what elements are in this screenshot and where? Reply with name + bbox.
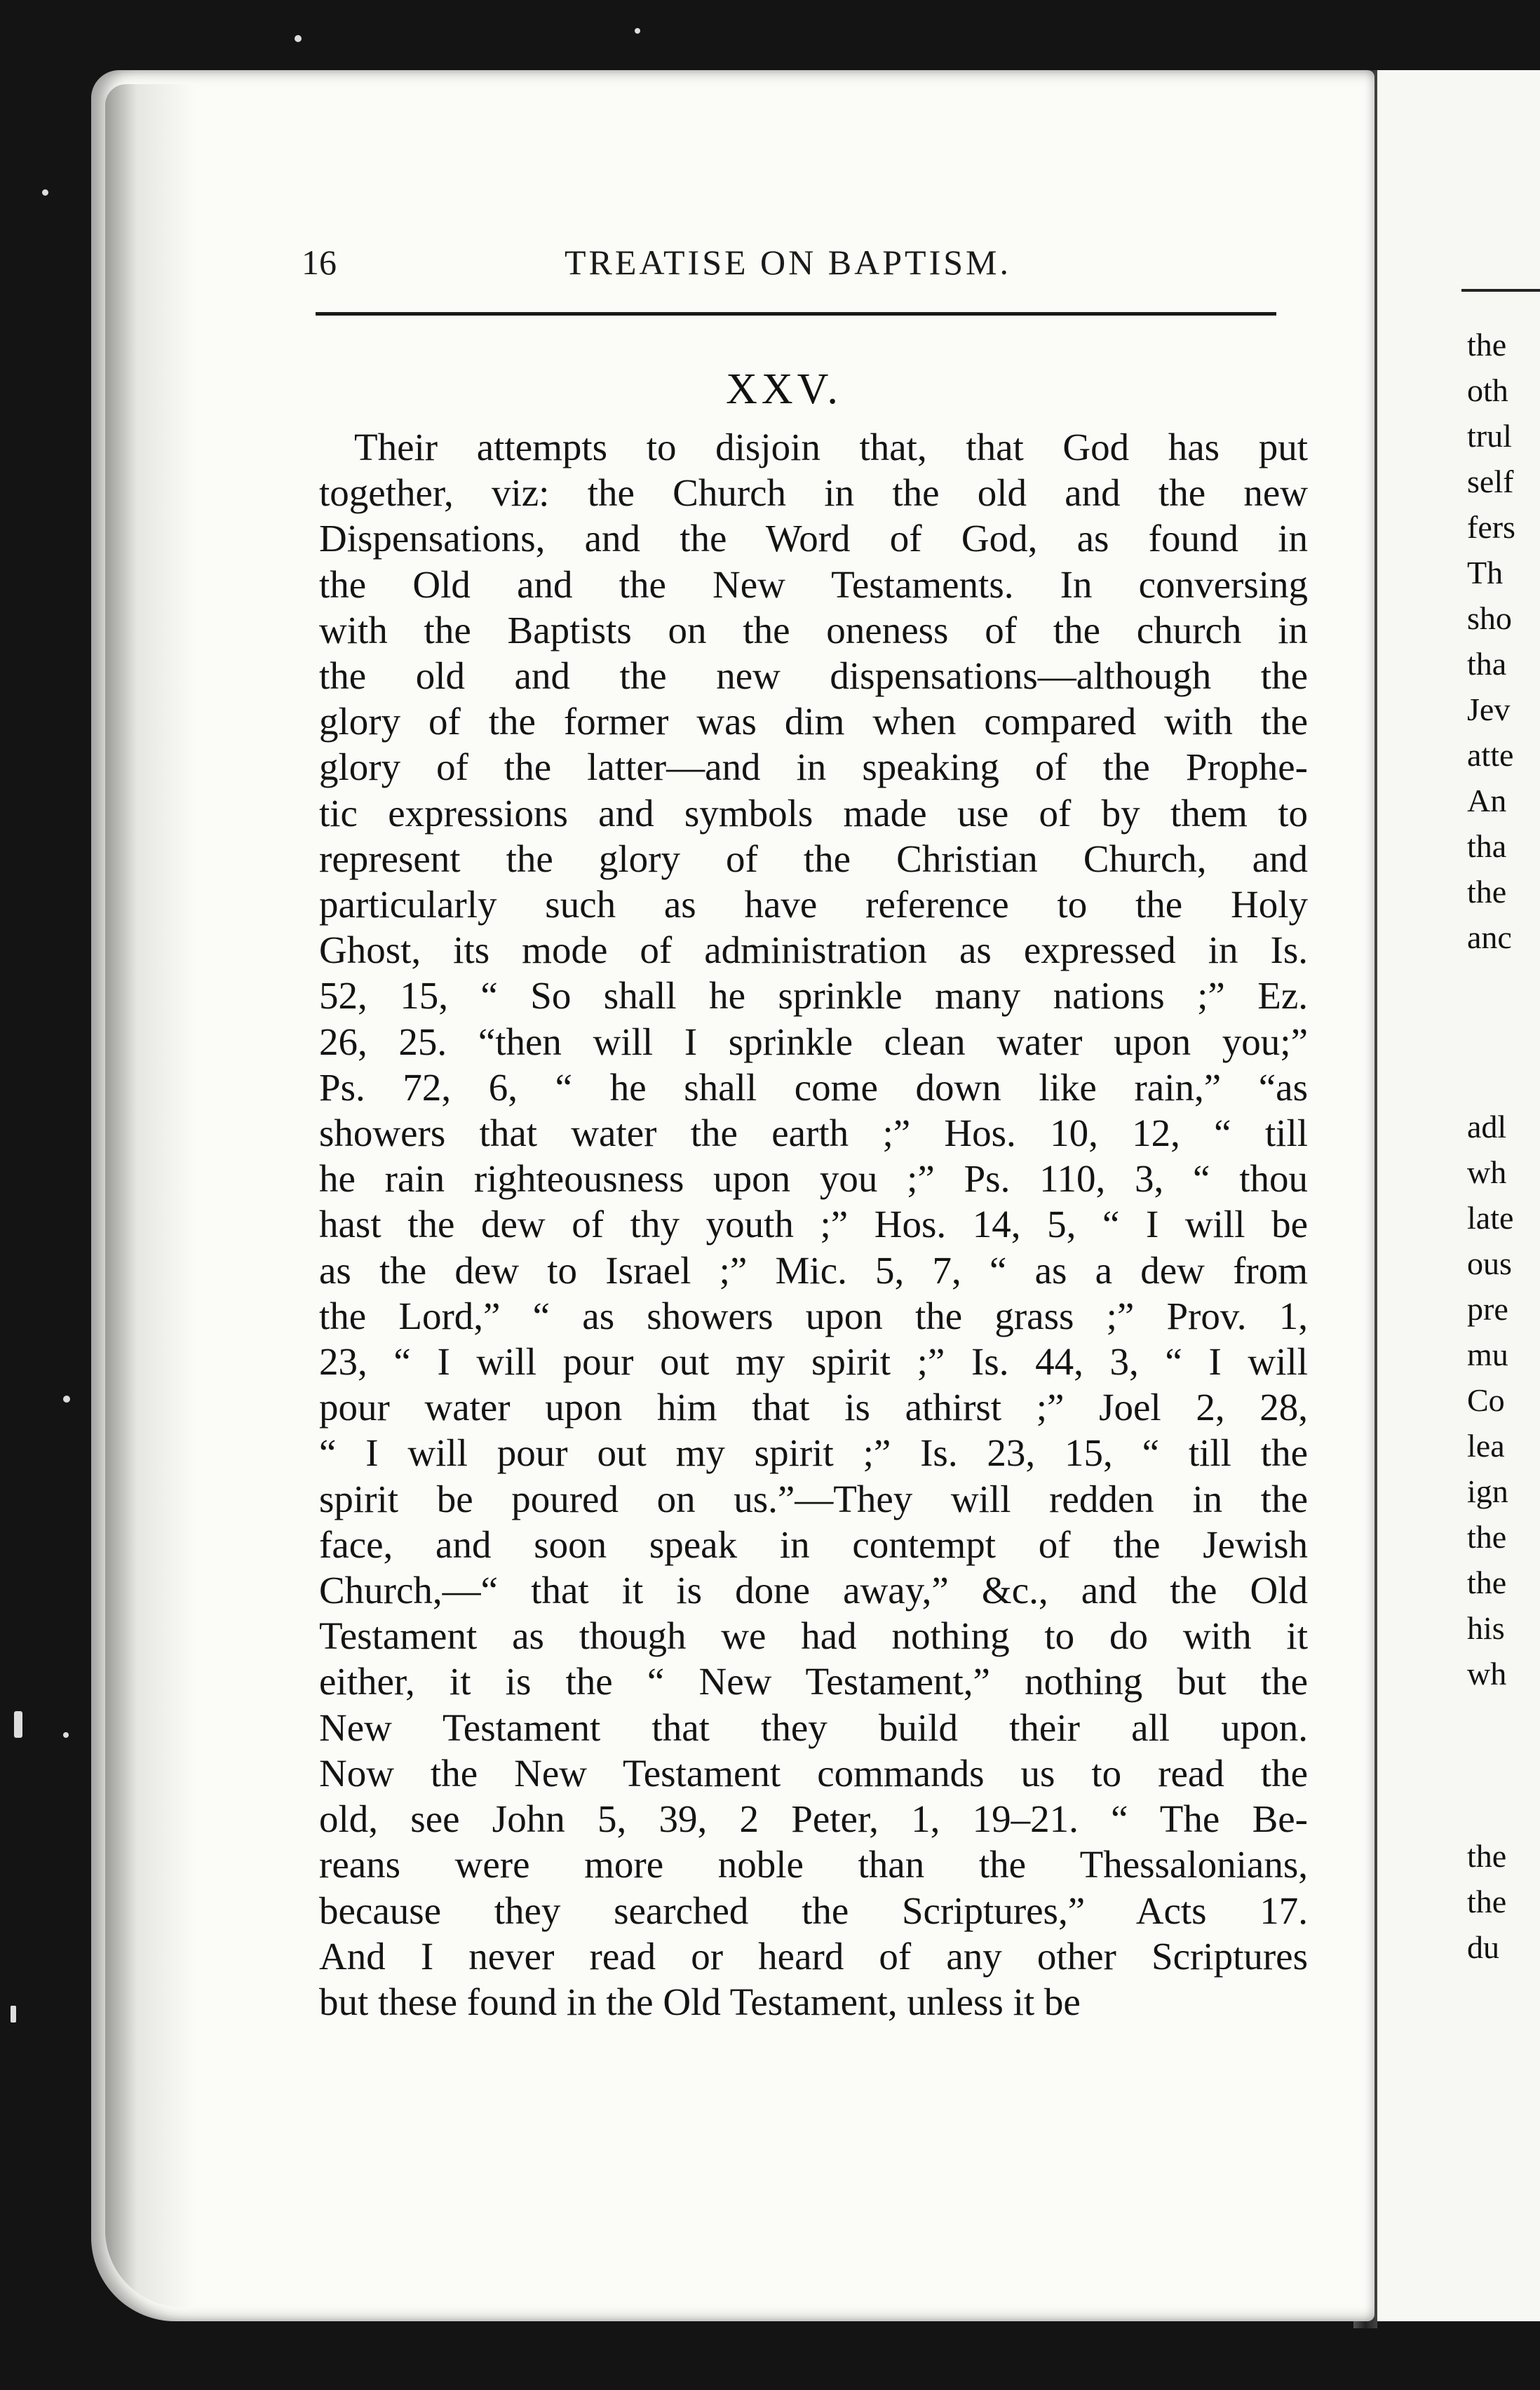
- facing-page-word-fragment: self: [1467, 464, 1514, 499]
- text-line: And I never read or heard of any other Scriptures: [319, 1934, 1308, 1978]
- facing-page-word-fragment: sho: [1467, 600, 1512, 636]
- facing-page-word-fragment: Jev: [1467, 691, 1511, 727]
- text-line: he rain righteousness upon you ;” Ps. 110, 3, “ thou: [319, 1157, 1308, 1201]
- facing-page-word-fragment: oth: [1467, 372, 1508, 408]
- page-number: 16: [302, 243, 337, 282]
- text-line: glory of the former was dim when compared with the: [319, 700, 1308, 743]
- text-line: because they searched the Scriptures,” Acts 17.: [319, 1889, 1308, 1932]
- facing-page-word-fragment: wh: [1467, 1154, 1507, 1190]
- facing-page-word-fragment: tha: [1467, 646, 1507, 682]
- text-line: 52, 15, “ So shall he sprinkle many nations ;” Ez.: [319, 974, 1308, 1018]
- facing-page-word-fragment: fers: [1467, 509, 1515, 545]
- facing-page-word-fragment: the: [1467, 874, 1507, 910]
- facing-page-word-fragment: atte: [1467, 737, 1514, 773]
- text-line: together, viz: the Church in the old and the new: [319, 471, 1308, 515]
- facing-page-word-fragment: the: [1467, 327, 1507, 363]
- facing-page-word-fragment: ign: [1467, 1473, 1508, 1509]
- facing-page-word-fragment: ous: [1467, 1245, 1512, 1281]
- facing-page-word-fragment: Co: [1467, 1382, 1505, 1418]
- facing-page-word-fragment: du: [1467, 1929, 1499, 1965]
- facing-page-word-fragment: An: [1467, 783, 1507, 818]
- text-line: with the Baptists on the oneness of the church in: [319, 608, 1308, 651]
- facing-page-word-fragment: tha: [1467, 828, 1507, 864]
- text-line: glory of the latter—and in speaking of the Prophe-: [319, 745, 1308, 789]
- text-line: tic expressions and symbols made use of by them to: [319, 791, 1308, 835]
- facing-page-word-fragment: wh: [1467, 1656, 1507, 1692]
- text-line: Ghost, its mode of administration as expressed in Is.: [319, 929, 1308, 972]
- text-line: 26, 25. “then will I sprinkle clean water upon you;”: [319, 1020, 1308, 1063]
- text-line: Now the New Testament commands us to read the: [319, 1751, 1308, 1795]
- text-line: “ I will pour out my spirit ;” Is. 23, 15, “ till the: [319, 1431, 1308, 1475]
- text-line: Church,—“ that it is done away,” &c., and the Old: [319, 1569, 1308, 1612]
- text-line: represent the glory of the Christian Church, and: [319, 837, 1308, 880]
- text-line: Testament as though we had nothing to do with it: [319, 1614, 1308, 1658]
- facing-page-word-fragment: mu: [1467, 1337, 1508, 1372]
- facing-page-word-fragment: lea: [1467, 1428, 1505, 1464]
- facing-page-word-fragment: trul: [1467, 418, 1512, 454]
- text-line: either, it is the “ New Testament,” nothing but the: [319, 1660, 1308, 1703]
- text-line: Their attempts to disjoin that, that God has put: [354, 426, 1308, 468]
- text-line: the Lord,” “ as showers upon the grass ;” Prov. 1,: [319, 1294, 1308, 1337]
- header-rule: [316, 312, 1276, 316]
- facing-page-word-fragment: anc: [1467, 919, 1512, 955]
- running-title: TREATISE ON BAPTISM.: [565, 243, 1011, 282]
- text-line: but these found in the Old Testament, unless it be: [319, 1980, 1081, 2023]
- facing-page-word-fragment: Th: [1467, 555, 1504, 590]
- text-line: old, see John 5, 39, 2 Peter, 1, 19–21. “ The Be-: [319, 1797, 1308, 1841]
- facing-page-word-fragment: late: [1467, 1200, 1514, 1236]
- text-line: spirit be poured on us.”—They will redden in the: [319, 1477, 1308, 1520]
- text-line: New Testament that they build their all upon.: [319, 1706, 1308, 1749]
- text-line: as the dew to Israel ;” Mic. 5, 7, “ as a dew from: [319, 1248, 1308, 1292]
- text-line: the old and the new dispensations—although the: [319, 654, 1308, 698]
- text-line: hast the dew of thy youth ;” Hos. 14, 5, “ I will be: [319, 1203, 1308, 1246]
- page-header: [302, 242, 1276, 291]
- text-line: showers that water the earth ;” Hos. 10, 12, “ till: [319, 1112, 1308, 1155]
- facing-page-word-fragment: his: [1467, 1610, 1505, 1646]
- text-line: Dispensations, and the Word of God, as found in: [319, 517, 1308, 560]
- facing-page-word-fragment: the: [1467, 1519, 1507, 1555]
- facing-page-word-fragment: the: [1467, 1838, 1507, 1874]
- text-line: pour water upon him that is athirst ;” Joel 2, 28,: [319, 1386, 1308, 1429]
- text-line: particularly such as have reference to the Holy: [319, 883, 1308, 926]
- page-curl-shadow: [105, 84, 196, 2307]
- facing-page-word-fragment: the: [1467, 1884, 1507, 1919]
- text-line: 23, “ I will pour out my spirit ;” Is. 44, 3, “ I will: [319, 1340, 1308, 1384]
- text-line: the Old and the New Testaments. In conversing: [319, 562, 1308, 606]
- body-paragraph: [319, 424, 1308, 2025]
- section-heading: XXV.: [726, 365, 842, 413]
- facing-page-word-fragment: pre: [1467, 1291, 1508, 1327]
- text-line: reans were more noble than the Thessalonians,: [319, 1843, 1308, 1886]
- facing-page-word-fragment: adl: [1467, 1109, 1507, 1145]
- facing-page-word-fragment: the: [1467, 1565, 1507, 1600]
- facing-page-rule: [1461, 289, 1540, 292]
- text-line: face, and soon speak in contempt of the Jewish: [319, 1523, 1308, 1566]
- text-line: Ps. 72, 6, “ he shall come down like rain,” “as: [319, 1065, 1308, 1109]
